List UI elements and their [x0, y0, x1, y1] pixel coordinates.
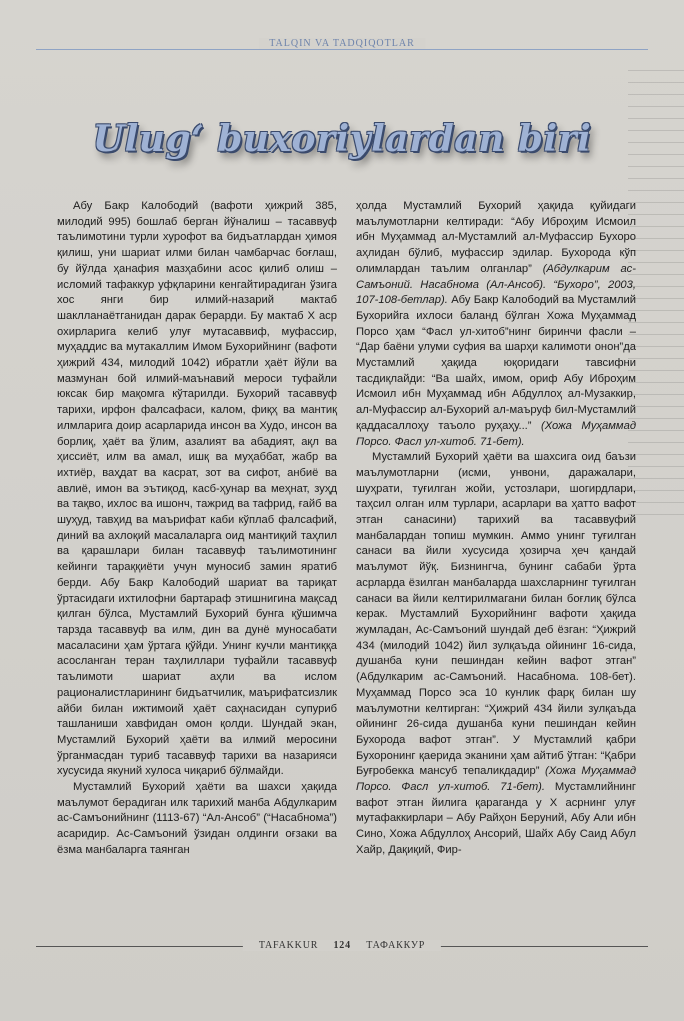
section-title: TALQIN VA TADQIQOTLAR	[259, 38, 425, 49]
page-number: 124	[333, 940, 351, 951]
footer-right-label: ТАФАККУР	[366, 940, 426, 951]
paragraph-text: Абу Бакр Калободий ва Мустамлий Бухорийга ихлоси баланд бўлган Хожа Муҳаммад Порсо ҳам “Фасл ул-хитоб”нинг биринчи фасли – “Дар баёни улуми суфия ва шарҳи калимоти онон”да Мустамлий ҳақида юқоридаги тавсифни тасдиқлайди: “Ва шайх, имом, ориф Абу Иброҳим Исмоил ибн Муҳаммад ибн Абдуллоҳ ал-Музаккир, ал-Муфассир ал-Бухорий ал-маъруф бил-Мустамлий қаддасаллоҳу таъоло руҳаҳу...”	[356, 294, 637, 432]
running-header	[36, 38, 648, 52]
article-title: Ulug‘ buxoriylardan biri	[92, 118, 592, 160]
page-footer	[36, 940, 648, 954]
paragraph: Мустамлий Бухорий ҳаёти ва шахси ҳақида маълумот берадиган илк тарихий манба Абдулкарим ас-Самъонийнинг (1113-67) “Ал-Ансоб” (“Насабнома”) асаридир. Ас-Самъоний ўзидан олдинги оғзаки ва ёзма манбаларга таянган	[57, 781, 337, 856]
header-rule	[36, 49, 648, 50]
paragraph-text: Мустамлий Бухорий ҳаёти ва шахсига оид баъзи маълумотларни (исми, унвони, даражалари, шуҳрати, туғилган жойи, устозлари, шогирдлари, таҳсил олган илм турлари, асарлари ва ҳатто вафот этган санасини) тарихий ва тасаввуфий манбалардан топиш мумкин. Аммо унинг туғилган санаси ва йили хусусида ҳозирча ҳеч қандай маълумот йўқ. Бизнингча, бунинг сабаби ўрта асрларда ёзилган манбаларда шахсларнинг туғилган санаси ва йили келтирилмагани билан боғлиқ бўлса керак. Мустамлий Бухорийнинг вафоти ҳақида жумладан, Ас-Самъоний шундай деб ёзган: “Ҳижрий 434 (милодий 1042) йил зулқаъда ойининг 16-сида, душанба куни пешиндан кейин вафот этган” (Абдулкарим ас-Самъоний. Насабнома. 108-бет). Муҳаммад Порсо эса 10 кунлик фарқ билан шу маълумотни келтирган: “Ҳижрий 434 йили зулқаъда ойининг 26-сида душанба куни пешиндан кейин Бухорода вафот этган”. У Мустамлий қабри Бухоронинг қаерида эканини ҳам айтиб ўтган: “Қабри Буғробекка мансуб тепаликдадир”	[356, 451, 636, 778]
footer-text	[243, 940, 441, 951]
paragraph	[356, 450, 636, 858]
footer-left-label: TAFAKKUR	[258, 940, 319, 951]
paragraph-text: Мустамлийнинг вафот этган йилига қараганда у X асрнинг улуғ мутафаккирлари – Абу Райҳон Беруний, Абу Али ибн Сино, Хожа Абдуллоҳ Ансорий, Шайх Абу Саид Абул Хайр, Дақиқий, Фир-	[356, 781, 637, 856]
left-column	[57, 199, 337, 859]
paragraph	[356, 199, 636, 450]
citation: (Хожа Муҳаммад Порсо. Фасл ул-хитоб. 71-бет).	[356, 419, 636, 448]
paragraph-text: ҳолда Мустамлий Бухорий ҳақида қуйидаги маълумотларни келтиради: “Абу Иброҳим Исмоил ибн Муҳаммад ал-Мустамлий ал-Муфассир Бухоро аҳлидан бўлиб, муфассир эдилар. Бухорода кўп олимлардан таълим олганлар”	[356, 200, 636, 275]
paragraph: Абу Бакр Калободий (вафоти ҳижрий 385, милодий 995) бошлаб берган йўналиш – тасаввуф таълимотини турли хурофот ва бидъатлардан ҳимоя қилиш, уни шариат илми билан чамбарчас боғлаш, бу йўлда ҳанафия мазҳабини асос қилиб олиш – исломий тафаккур уфқларини кенгайтирадиган ўзига хос янги бир илмий-назарий мактаб шаклланаётганидан дарак берарди. Бу мактаб X аср охирларига келиб улуғ мутасаввиф, муфассир, муҳаддис ва мутакаллим Имом Бухорийнинг (вафоти ҳижрий 434, милодий 1042) ибратли ҳаёт йўли ва мазмунан бой илмий-маънавий мероси туфайли юксак бир мақомга кўтарилди. Бухорий тасаввуф тарихи, ирфон фалсафаси, калом, фиқҳ ва мантиқ илмларига доир асарларида инсон ва Худо, инсон ва борлиқ, ҳаёт ва ўлим, азалият ва абадият, ақл ва ҳиссиёт, илм ва амал, ишқ ва муҳаббат, жабр ва ихтиёр, ваҳдат ва касрат, зот ва сифот, анбиё ва авлиё, имон ва эътиқод, касб-ҳунар ва меҳнат, зуҳд ва тақво, ихлос ва ишонч, тажрид ва тафрид, ғайб ва шуҳуд, тавҳид ва маърифат каби кўплаб фалсафий, диний ва ахлоқий масалаларга оид мантиқий таҳлил ва қарашлари билан тасаввуф таълимотининг кейинги тараққиёти учун муносиб замин яратиб берди. Абу Бакр Калободий шариат ва тариқат ўртасидаги ихтилофни бартараф этишнигина мақсад қилган бўлса, Мустамлий Бухорий бунга қўшимча тарзда тасаввуф ва илм, дин ва дунё муносабати масаласини ҳам ўртага қўйди. Унинг кучли мантиққа асосланган теран таҳлиллари туфайли тасаввуф таълимоти шариат аҳли ва ислом рационалистларининг бидъатчилик, маърифатсизлик айби билан ижтимоий ҳаёт саҳнасидан супуриб ташланиши хавфидан омон қолди. Шундай экан, Мустамлий Бухорий ҳаёти ва илмий меросини ўрганмасдан туриб тасаввуф тарихи ва назарияси хусусида якуний хулоса чиқариб бўлмайди.	[57, 200, 337, 778]
citation: (Абдулкарим ас-Самъоний. Насабнома (Ал-Ансоб). “Бухоро”, 2003, 107-108-бетлар).	[356, 262, 636, 307]
citation: (Хожа Муҳаммад Порсо. Фасл ул-хитоб. 71-бет).	[356, 765, 636, 794]
right-column	[356, 199, 636, 859]
